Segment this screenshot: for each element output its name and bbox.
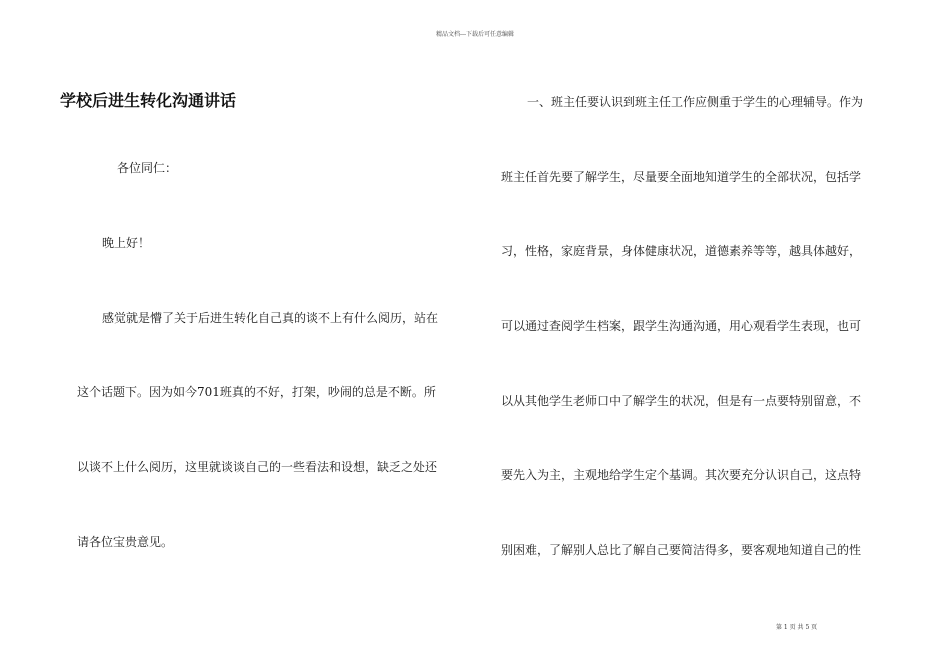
- left-line-paragraph-2: 这个话题下。因为如今701班真的不好，打架，吵闹的总是不断。所: [77, 385, 436, 399]
- right-line-7: 别困难，了解别人总比了解自己要简洁得多，要客观地知道自己的性: [501, 543, 862, 557]
- page-number: 第 1 页 共 5 页: [776, 624, 818, 631]
- right-line-6: 要先入为主，主观地给学生定个基调。其次要充分认识自己，这点特: [501, 468, 862, 482]
- left-line-paragraph-1: 感觉就是懵了关于后进生转化自己真的谈不上有什么阅历，站在: [102, 311, 439, 325]
- page-header: 精品文档---下载后可任意编辑: [435, 31, 515, 38]
- left-line-paragraph-4: 请各位宝贵意见。: [77, 535, 174, 549]
- left-line-salutation: 各位同仁：: [117, 161, 178, 175]
- right-line-5: 以从其他学生老师口中了解学生的状况，但是有一点要特别留意，不: [501, 394, 862, 408]
- document-title: 学校后进生转化沟通讲话: [60, 91, 237, 110]
- right-line-2: 班主任首先要了解学生，尽量要全面地知道学生的全部状况，包括学: [501, 170, 862, 184]
- left-line-paragraph-3: 以谈不上什么阅历，这里就谈谈自己的一些看法和设想，缺乏之处还: [77, 460, 438, 474]
- left-line-greeting: 晚上好！: [102, 236, 151, 250]
- right-line-3: 习，性格，家庭背景，身体健康状况，道德素养等等，越具体越好，: [501, 244, 862, 258]
- right-line-4: 可以通过查阅学生档案，跟学生沟通沟通，用心观看学生表现，也可: [501, 319, 862, 333]
- right-line-1: 一、班主任要认识到班主任工作应侧重于学生的心理辅导。作为: [527, 95, 864, 109]
